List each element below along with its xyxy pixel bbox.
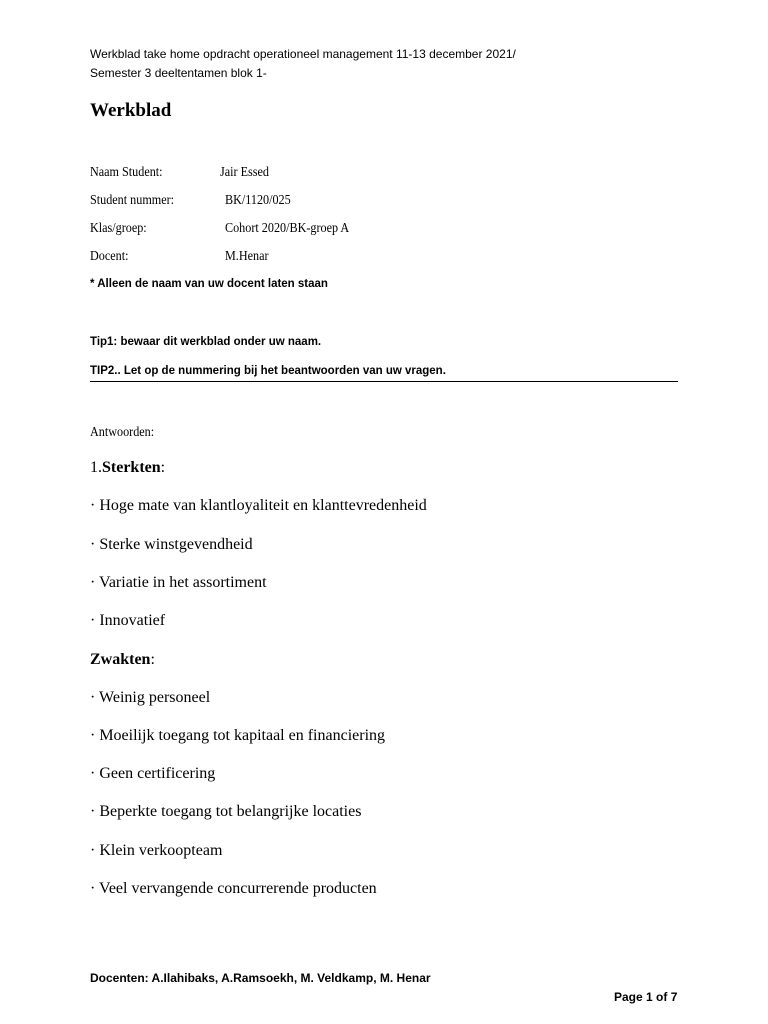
class-group-value: Cohort 2020/BK-groep A	[225, 220, 350, 235]
weakness-item: · Klein verkoopteam	[90, 842, 223, 859]
document-header-line-2: Semester 3 deeltentamen blok 1-	[90, 66, 267, 80]
heading-colon: :	[150, 651, 155, 668]
student-name-value: Jair Essed	[220, 164, 269, 179]
strength-item: · Hoge mate van klantloyaliteit en klanttevredenheid	[90, 497, 427, 514]
weakness-item: · Geen certificering	[90, 765, 216, 782]
footer-teachers: Docenten: A.Ilahibaks, A.Ramsoekh, M. Veldkamp, M. Henar	[90, 971, 431, 985]
document-header-line-1: Werkblad take home opdracht operationeel management 11-13 december 2021/	[90, 47, 516, 61]
weakness-item: · Beperkte toegang tot belangrijke locaties	[90, 803, 362, 820]
weaknesses-heading-text: Zwakten	[90, 651, 151, 668]
strength-item: · Sterke winstgevendheid	[90, 536, 253, 553]
strength-item: · Innovatief	[90, 612, 166, 629]
section-strengths-heading	[90, 459, 165, 477]
weakness-item: · Veel vervangende concurrerende producten	[90, 880, 377, 897]
strength-item: · Variatie in het assortiment	[90, 574, 267, 591]
teacher-value: M.Henar	[225, 248, 269, 263]
section-number: 1.	[90, 459, 102, 476]
student-name-label: Naam Student:	[90, 164, 163, 179]
page-word: Page	[614, 990, 647, 1004]
tip-1: Tip1: bewaar dit werkblad onder uw naam.	[90, 336, 322, 348]
teacher-label: Docent:	[90, 248, 129, 263]
page-number	[614, 990, 677, 1004]
page-title: Werkblad	[90, 100, 172, 121]
student-number-value: BK/1120/025	[225, 192, 291, 207]
tip-2: TIP2.. Let op de nummering bij het beantwoorden van uw vragen.	[90, 365, 446, 377]
heading-colon: :	[160, 459, 166, 476]
class-group-label: Klas/groep:	[90, 220, 147, 235]
teacher-note: * Alleen de naam van uw docent laten staan	[90, 278, 328, 290]
page-current: 1	[646, 990, 653, 1004]
divider-line	[90, 381, 678, 382]
page-total: 7	[670, 990, 678, 1004]
page-of: of	[652, 990, 671, 1004]
answers-label: Antwoorden:	[90, 424, 155, 439]
weakness-item: · Weinig personeel	[90, 689, 211, 706]
weakness-item: · Moeilijk toegang tot kapitaal en financiering	[90, 727, 386, 744]
section-weaknesses-heading	[90, 651, 155, 669]
student-number-label: Student nummer:	[90, 192, 175, 207]
strengths-heading-text: Sterkten	[102, 459, 161, 476]
